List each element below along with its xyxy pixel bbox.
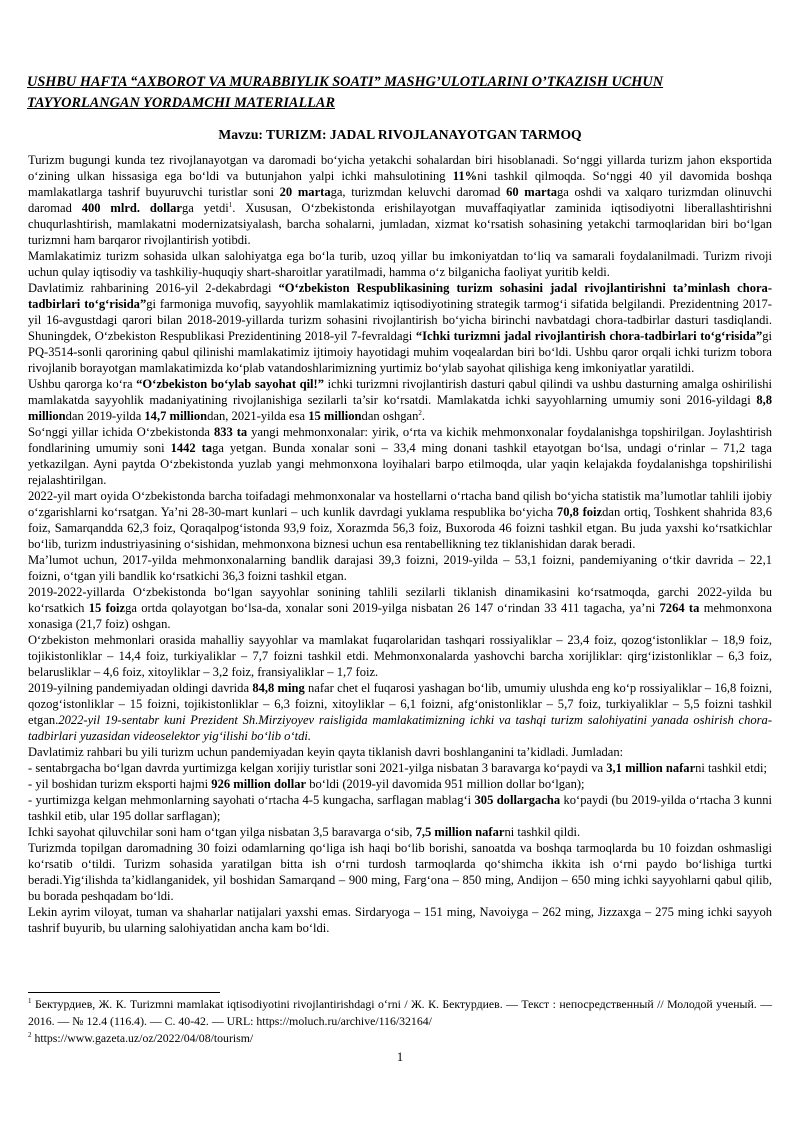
paragraph-13: - yil boshidan turizm eksporti hajmi 926 million dollar bo‘ldi (2019-yil davomida 951 million dollar bo‘lgan); xyxy=(28,777,585,791)
paragraph-4: Ushbu qarorga ko‘ra “O‘zbekiston bo‘ylab sayohat qil!” ichki turizmni rivojlantirish dasturi qabul qilindi va ushbu dasturning amalga oshirilishi mamlakatda sayyohlik madaniyatining rivojlanishiga sezilarli ta’sir ko‘rsatdi. Mamlakatda ichki sayyohlarning umumiy soni 2016-yildagi 8,8 milliondan 2019-yilda 14,7 milliondan, 2021-yilda esa 15 milliondan oshgan$^2$. xyxy=(28,377,772,423)
footnote-1: $^1$ Бектурдиев, Ж. К. Turizmni mamlakat iqtisodiyotini rivojlantirishdagi o‘rni / Ж. К. Бектурдиев. — Текст : непосредственный // Молодой ученый. — 2016. — № 12.4 (116.4). — С. 40-42. — URL: https://moluch.ru/archive/116/32164/ xyxy=(28,997,772,1028)
footnote-divider xyxy=(28,992,220,993)
document-header: USHBU HAFTA “AXBOROT VA MURABBIYLIK SOATI” MASHG’ULOTLARINI O’TKAZISH UCHUN TAYYORLANGAN YORDAMCHI MATERIALLAR xyxy=(27,74,664,111)
footnote-ref-1[interactable]: 1 xyxy=(228,200,233,209)
paragraph-5: So‘nggi yillar ichida O‘zbekistonda 833 ta yangi mehmonxonalar: yirik, o‘rta va kichik mehmonxonalar foydalanishga topshirilgan. Joylashtirish fondlarining umumiy soni 1442 taga yetgan. Bunda xonalar soni – 33,4 ming donani tashkil etayotgan bo‘lsa, undagi o‘rinlar – 71,2 taga yetkazilgan. Ayni paytda O‘zbekistonda yuzlab yangi mehmonxona loyihalari barpo etilmoqda, ular yaqin kelajakda foydalanishga topshirilishi rejalashtirilgan. xyxy=(28,425,772,487)
footnote-ref-2[interactable]: 2 xyxy=(418,408,422,417)
page-number: 1 xyxy=(396,1050,404,1064)
paragraph-16: Turizmda topilgan daromadning 30 foizi odamlarning qo‘liga ish haqi bo‘lib borishi, sanoatda va boshqa tarmoqlarda bu 10 foizdan oshmasligi ko‘rsatib o‘tildi. Turizm sohasida yaratilgan bitta ish o‘rni turdosh tarmoqlarda qo‘shimcha ikkita ish o‘rni paydo bo‘lishiga turtki beradi.Yig‘ilishda ta’kidlanganidek, yil boshidan Samarqand – 900 ming, Farg‘ona – 850 ming, Andijon – 650 ming ichki sayyohlarni qabul qilib, bu borada peshqadam bo‘ldi. xyxy=(28,841,772,903)
footnote-2: $^2$ https://www.gazeta.uz/oz/2022/04/08/tourism/ xyxy=(28,1031,254,1045)
paragraph-12: - sentabrgacha bo‘lgan davrda yurtimizga kelgan xorijiy turistlar soni 2021-yilga nisbatan 3 baravarga ko‘paydi va 3,1 million nafarni tashkil etdi; xyxy=(28,761,767,775)
paragraph-15: Ichki sayohat qiluvchilar soni ham o‘tgan yilga nisbatan 3,5 baravarga o‘sib, 7,5 million nafarni tashkil qildi. xyxy=(28,825,581,839)
paragraph-14: - yurtimizga kelgan mehmonlarning sayohati o‘rtacha 4-5 kungacha, sarflagan mablag‘i 305 dollargacha ko‘paydi (bu 2019-yilda o‘rtacha 3 kunni tashkil etib, ular 195 dollar sarflagan); xyxy=(28,793,772,823)
paragraph-2: Mamlakatimiz turizm sohasida ulkan salohiyatga ega bo‘la turib, uzoq yillar bu imkoniyatdan to‘liq va samarali foydalanilmadi. Turizm rivoji uchun qulay iqtisodiy va tashkiliy-huquqiy shart-sharoitlar yaratilmadi, hamma o‘z bilganicha faoliyat yuritib keldi. xyxy=(28,249,772,279)
paragraph-1: Turizm bugungi kunda tez rivojlanayotgan va daromadi bo‘yicha yetakchi sohalardan biri hisoblanadi. So‘nggi yillarda turizm jahon eksportida o‘zining ulkan hissasiga ega bo‘ldi va butunjahon yalpi ichki mahsulotining 11%ni tashkil qilmoqda. So‘nggi 40 yil davomida boshqa mamlakatlarga tashrif buyuruvchi turistlar soni 20 martaga, turizmdan keluvchi daromad 60 martaga oshdi va xalqaro turizmdan olinuvchi daromad 400 mlrd. dollarga yetdi$^1$. Xususan, O‘zbekistonda erishilayotgan muvaffaqiyatlar zaminida iqtisodiyotni liberallashtirishni chuqurlashtirish, mamlakatni modernizatsiyalash, barcha sohalarni, jumladan, xizmat ko‘rsatish sohasining yetakchi tarmoqlaridan biri bo‘lgan turizmni ham barqaror rivojlantirish yotibdi. xyxy=(28,153,772,247)
paragraph-9: O‘zbekiston mehmonlari orasida mahalliy sayyohlar va mamlakat fuqarolaridan tashqari rossiyaliklar – 23,4 foiz, qozog‘istonliklar – 18,9 foiz, tojikistonliklar – 14,4 foiz, turkiyaliklar – 7,7 foizni tashkil etdi. Mehmonxonalarda yashovchi barcha xorijliklar: qirg‘izistonliklar – 6,3 foiz, belarusliklar – 4,6 foiz, xitoyliklar – 3,2 foiz, fransiyaliklar – 1,7 foiz. xyxy=(28,633,772,679)
paragraph-7: Ma’lumot uchun, 2017-yilda mehmonxonalarning bandlik darajasi 39,3 foizni, 2019-yilda – 53,1 foizni, pandemiyaning o‘tkir davrida – 22,1 foizni, o‘tgan yili bandlik ko‘rsatkichi 36,3 foizni tashkil etgan. xyxy=(28,553,772,583)
footnotes xyxy=(28,996,772,1047)
paragraph-8: 2019-2022-yillarda O‘zbekistonda bo‘lgan sayyohlar sonining tahlili sezilarli tiklanish dinamikasini ko‘rsatmoqda, garchi 2022-yilda bu ko‘rsatkich 15 foizga ortda qolayotgan bo‘lsa-da, xonalar soni 2019-yilga nisbatan 26 147 o‘rindan 33 411 tagacha, ya’ni 7264 ta mehmonxona xonasiga (21,7 foiz) oshgan. xyxy=(28,585,772,631)
topic-title: Mavzu: TURIZM: JADAL RIVOJLANAYOTGAN TARMOQ xyxy=(218,127,582,142)
paragraph-17: Lekin ayrim viloyat, tuman va shaharlar natijalari yaxshi emas. Sirdaryoga – 151 ming, Navoiyga – 262 ming, Jizzaxga – 275 ming ichki sayyoh tashrif buyurib, bu ularning salohiyatidan ancha kam bo‘ldi. xyxy=(28,905,772,935)
paragraph-3: Davlatimiz rahbarining 2016-yil 2-dekabrdagi “O‘zbekiston Respublikasining turizm sohasini jadal rivojlantirishni ta’minlash chora-tadbirlari to‘g‘risida”gi farmoniga muvofiq, sayyohlik mamlakatimiz iqtisodiyotining strategik tarmog‘i sifatida belgilandi. Prezidentning 2017-yil 16-avgustdagi qarori bilan 2018-2019-yillarda turizm sohasini rivojlantirish bo‘yicha birinchi navbatdagi chora-tadbirlar dasturi tasdiqlandi. Shuningdek, O‘zbekiston Respublikasi Prezidentining 2018-yil 7-fevraldagi “Ichki turizmni jadal rivojlantirish chora-tadbirlari to‘g‘risida”gi PQ-3514-sonli qarorining qabul qilinishi mamlakatimiz ijtimoiy hayotidagi muhim voqealardan biri bo‘ldi. Ushbu qaror orqali ichki turizm tobora rivojlanib borayotgan mamlakatimizda ko‘plab vatandoshlarimizning yurtimiz bo‘ylab sayohat qilishiga keng imkoniyatlar yaratildi. xyxy=(28,281,772,375)
paragraph-6: 2022-yil mart oyida O‘zbekistonda barcha toifadagi mehmonxonalar va hostellarni o‘rtacha band qilish bo‘yicha statistik ma’lumotlar tahlili ijobiy o‘zgarishlarni ko‘rsatgan. Ya’ni 28-30-mart kunlari – uch kunlik davrdagi yuklama respublika bo‘yicha 70,8 foizdan ortiq, Toshkent shahrida 83,6 foiz, Samarqandda 62,3 foiz, Qoraqalpog‘istonda 93,9 foiz, Xorazmda 56,3 foiz, Buxoroda 46 foizni tashkil etgan. Bu juda yaxshi ko‘rsatkichlar bo‘lib, turizm industriyasining o‘sishidan, mehmonxona biznesi uchun esa rentabellikning tez tiklanishidan darak beradi. xyxy=(28,489,772,551)
document-body xyxy=(28,152,772,936)
paragraph-10: 2019-yilning pandemiyadan oldingi davrida 84,8 ming nafar chet el fuqarosi yashagan bo‘lib, umumiy ulushda eng ko‘p rossiyaliklar – 16,8 foizni, qozog‘istonliklar – 15 foizni, tojikistonliklar – 6,3 foizni, xitoyliklar – 6,1 foizni, afg‘onistonliklar – 5,7 foiz, turkiyaliklar – 5,5 foizni tashkil etgan.2022-yil 19-sentabr kuni Prezident Sh.Mirziyoyev raisligida mamlakatimizning ichki va tashqi turizm salohiyatini yanada oshirish chora-tadbirlari yuzasidan videoselektor yig‘ilishi bo‘lib o‘tdi. xyxy=(28,681,772,743)
paragraph-11: Davlatimiz rahbari bu yili turizm uchun pandemiyadan keyin qayta tiklanish davri boshlanganini ta’kidladi. Jumladan: xyxy=(28,745,624,759)
